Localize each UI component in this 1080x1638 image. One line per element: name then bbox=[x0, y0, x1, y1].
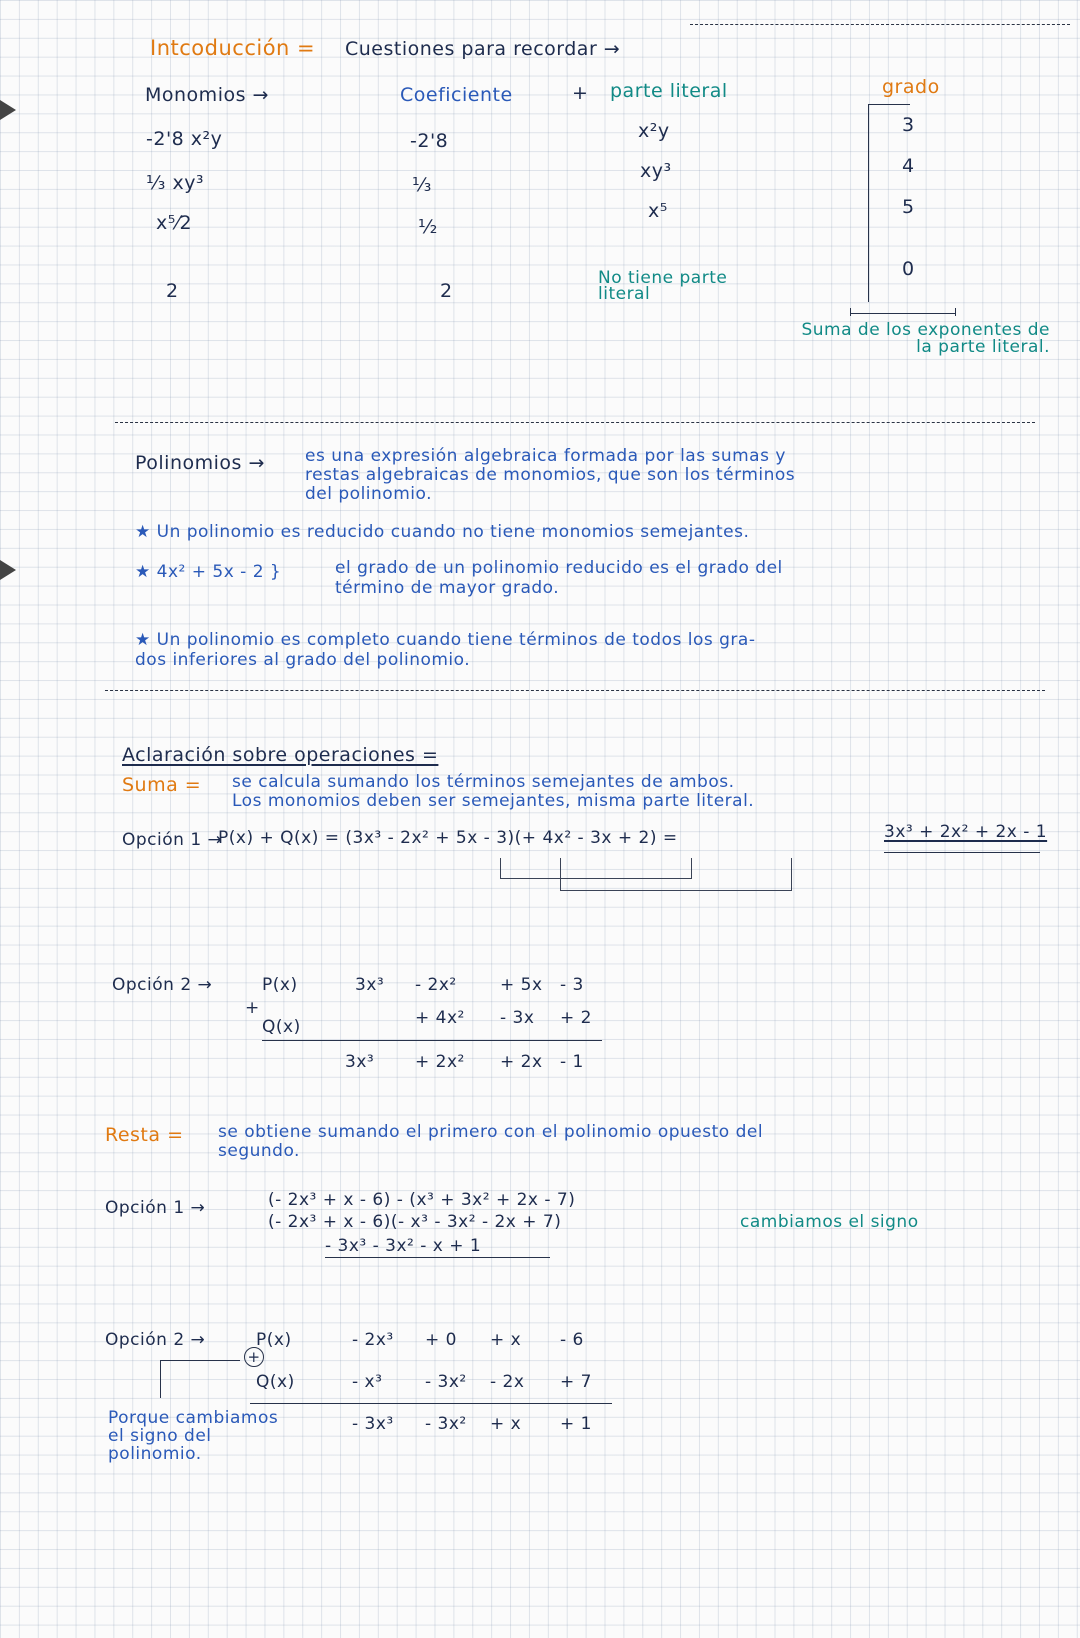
suma-o2-r1-c3: + 5x bbox=[500, 975, 543, 995]
monomio-row2: ¹⁄₃ xy³ bbox=[146, 172, 205, 194]
polinomios-label: Polinomios → bbox=[135, 452, 265, 474]
suma-o2-sum-line bbox=[262, 1040, 602, 1041]
suma-result-double-underline bbox=[884, 852, 1040, 853]
resta-opcion1-label: Opción 1 → bbox=[105, 1198, 206, 1218]
grado-brace-left bbox=[850, 308, 851, 316]
intro-subtitle: Cuestiones para recordar → bbox=[345, 38, 621, 60]
monomio-row3: x⁵⁄2 bbox=[156, 212, 193, 234]
resta-o2-r2-c1: - x³ bbox=[352, 1372, 383, 1392]
coef-row1: -2'8 bbox=[410, 130, 449, 152]
suma-o2-res-c1: 3x³ bbox=[345, 1052, 375, 1072]
suma-def-2: Los monomios deben ser semejantes, misma parte literal. bbox=[232, 791, 755, 811]
coef-row3: ¹⁄₂ bbox=[418, 216, 438, 238]
literal-row1: x²y bbox=[638, 120, 670, 142]
resta-o2-r1-c3: + x bbox=[490, 1330, 522, 1350]
polinomio-completo-1: ★ Un polinomio es completo cuando tiene términos de todos los gra- bbox=[135, 630, 756, 650]
resta-opcion1-line1: (- 2x³ + x - 6) - (x³ + 3x² + 2x - 7) bbox=[268, 1190, 576, 1210]
suma-o2-r1-c1: 3x³ bbox=[355, 975, 385, 995]
grado-column-top bbox=[868, 104, 910, 105]
suma-opcion1-result: 3x³ + 2x² + 2x - 1 bbox=[884, 822, 1048, 842]
grado-row3: 5 bbox=[902, 196, 915, 218]
suma-def-1: se calcula sumando los términos semejantes de ambos. bbox=[232, 772, 735, 792]
polinomios-def-2: restas algebraicas de monomios, que son los términos bbox=[305, 465, 796, 485]
crossed-divider-1 bbox=[115, 422, 1035, 423]
resta-opcion2-q: Q(x) bbox=[256, 1372, 295, 1392]
resta-o2-r1-c2: + 0 bbox=[425, 1330, 457, 1350]
suma-o2-res-c2: + 2x² bbox=[415, 1052, 465, 1072]
polinomios-def-1: es una expresión algebraica formada por las sumas y bbox=[305, 446, 786, 466]
suma-opcion2-p: P(x) bbox=[262, 975, 298, 995]
resta-label: Resta = bbox=[105, 1124, 184, 1146]
operaciones-title: Aclaración sobre operaciones = bbox=[122, 744, 439, 766]
porque-line-3: polinomio. bbox=[108, 1444, 202, 1464]
porque-line-2: el signo del bbox=[108, 1426, 212, 1446]
resta-o2-r2-c4: + 7 bbox=[560, 1372, 592, 1392]
suma-opcion2-plus: + bbox=[245, 998, 260, 1018]
polinomio-grado-2: término de mayor grado. bbox=[335, 578, 560, 598]
suma-opcion2-label: Opción 2 → bbox=[112, 975, 213, 995]
crossed-divider-2 bbox=[105, 690, 1045, 691]
resta-o2-res-c3: + x bbox=[490, 1414, 522, 1434]
porque-arrow-shaft bbox=[160, 1360, 161, 1398]
suma-label: Suma = bbox=[122, 774, 202, 796]
header-monomios: Monomios → bbox=[145, 84, 269, 106]
grado-row2: 4 bbox=[902, 155, 915, 177]
suma-o2-r2-c4: + 2 bbox=[560, 1008, 592, 1028]
suma-o2-r1-c4: - 3 bbox=[560, 975, 584, 995]
resta-def-1: se obtiene sumando el primero con el polinomio opuesto del bbox=[218, 1122, 764, 1142]
intro-title: Intcoducción = bbox=[150, 36, 316, 60]
literal-row3: x⁵ bbox=[648, 200, 668, 222]
literal-row2: xy³ bbox=[640, 160, 672, 182]
resta-note: cambiamos el signo bbox=[740, 1212, 919, 1232]
polinomio-grado-1: el grado de un polinomio reducido es el grado del bbox=[335, 558, 783, 578]
coef-row4: 2 bbox=[440, 280, 453, 302]
porque-line-1: Porque cambiamos bbox=[108, 1408, 279, 1428]
suma-opcion1-expr: P(x) + Q(x) = (3x³ - 2x² + 5x - 3)(+ 4x² - 3x + 2) = bbox=[218, 828, 678, 848]
grado-column-line bbox=[868, 104, 869, 302]
header-grado: grado bbox=[882, 76, 940, 98]
suma-grouping-bracket-2 bbox=[560, 858, 792, 891]
resta-o2-r1-c4: - 6 bbox=[560, 1330, 584, 1350]
suma-o2-res-c4: - 1 bbox=[560, 1052, 584, 1072]
resta-opcion1-result: - 3x³ - 3x² - x + 1 bbox=[325, 1236, 482, 1256]
polinomios-def-3: del polinomio. bbox=[305, 484, 432, 504]
resta-def-2: segundo. bbox=[218, 1141, 300, 1161]
header-coeficiente: Coeficiente bbox=[400, 84, 513, 106]
grado-brace bbox=[850, 313, 956, 314]
resta-opcion1-underline bbox=[325, 1257, 550, 1258]
resta-opcion1-line2: (- 2x³ + x - 6)(- x³ - 3x² - 2x + 7) bbox=[268, 1212, 562, 1232]
resta-o2-r2-c3: - 2x bbox=[490, 1372, 525, 1392]
crossed-divider-top bbox=[690, 24, 1070, 25]
literal-row4: No tiene parte literal bbox=[598, 268, 728, 304]
binder-hole-top bbox=[0, 100, 16, 120]
suma-o2-res-c3: + 2x bbox=[500, 1052, 543, 1072]
monomio-row4: 2 bbox=[166, 280, 179, 302]
resta-o2-r2-c2: - 3x² bbox=[425, 1372, 467, 1392]
polinomio-reducido: ★ Un polinomio es reducido cuando no tiene monomios semejantes. bbox=[135, 522, 750, 542]
monomio-row1: -2'8 x²y bbox=[146, 128, 223, 150]
porque-arrow-top bbox=[160, 1360, 240, 1361]
suma-o2-r2-c2: + 4x² bbox=[415, 1008, 465, 1028]
polinomio-ejemplo: ★ 4x² + 5x - 2 } bbox=[135, 562, 282, 582]
coef-row2: ¹⁄₃ bbox=[412, 174, 432, 196]
header-plus: + bbox=[572, 82, 589, 104]
binder-hole-bottom bbox=[0, 560, 16, 580]
suma-o2-r1-c2: - 2x² bbox=[415, 975, 457, 995]
resta-opcion2-plus: + bbox=[244, 1347, 264, 1367]
suma-o2-r2-c3: - 3x bbox=[500, 1008, 535, 1028]
resta-o2-sum-line bbox=[250, 1403, 612, 1404]
grado-row4: 0 bbox=[902, 258, 915, 280]
grado-brace-right bbox=[955, 308, 956, 316]
suma-opcion2-q: Q(x) bbox=[262, 1017, 301, 1037]
resta-o2-res-c1: - 3x³ bbox=[352, 1414, 394, 1434]
resta-o2-r1-c1: - 2x³ bbox=[352, 1330, 394, 1350]
header-parte-literal: parte literal bbox=[610, 80, 728, 102]
grado-row1: 3 bbox=[902, 114, 915, 136]
polinomio-completo-2: dos inferiores al grado del polinomio. bbox=[135, 650, 471, 670]
resta-o2-res-c4: + 1 bbox=[560, 1414, 592, 1434]
resta-opcion2-p: P(x) bbox=[256, 1330, 292, 1350]
grado-note: Suma de los exponentes de la parte literal. bbox=[801, 320, 1050, 357]
resta-opcion2-label: Opción 2 → bbox=[105, 1330, 206, 1350]
resta-o2-res-c2: - 3x² bbox=[425, 1414, 467, 1434]
suma-opcion1-label: Opción 1 → bbox=[122, 830, 223, 850]
